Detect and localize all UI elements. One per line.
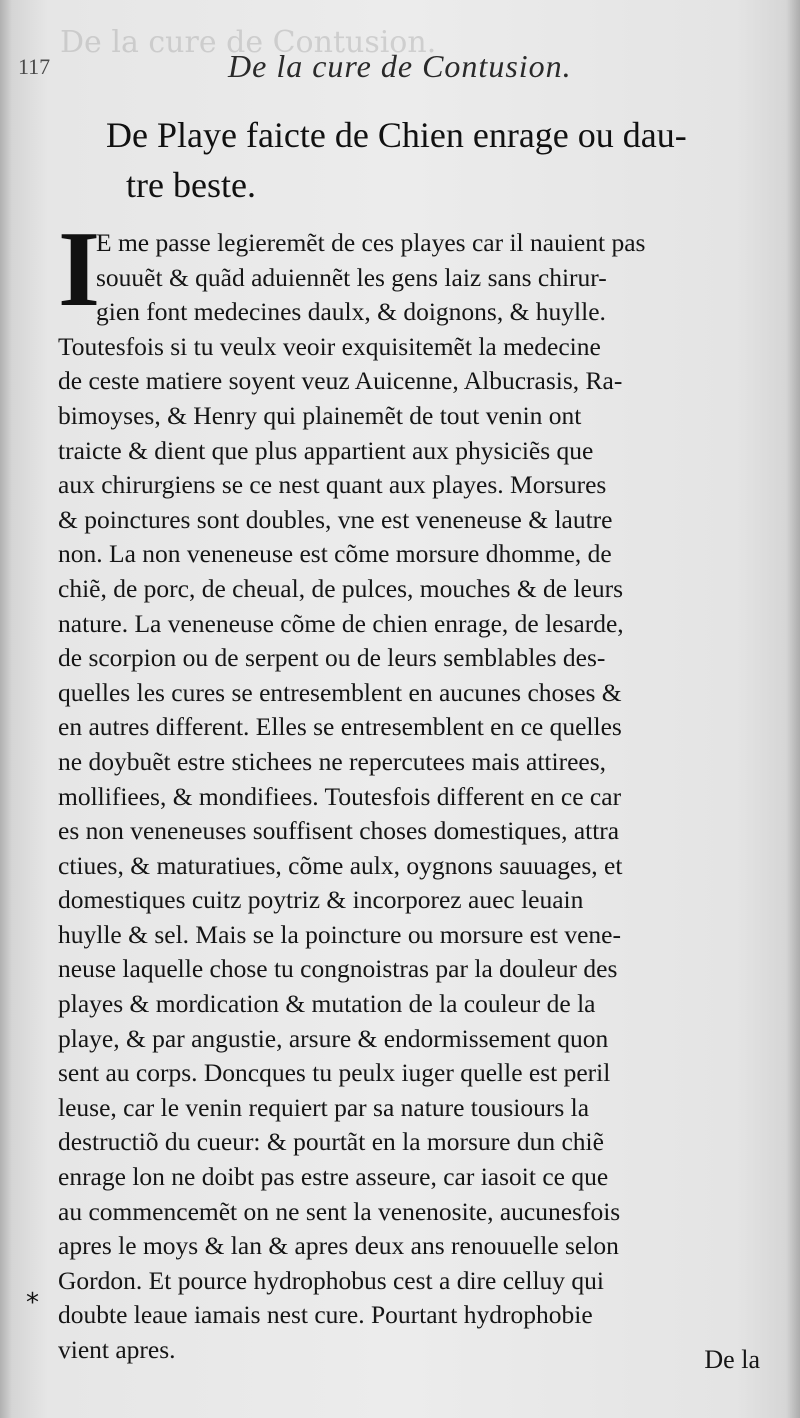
text-line: aux chirurgiens se ce nest quant aux playes. Morsures [58, 470, 607, 500]
text-line: doubte leaue iamais nest cure. Pourtant hydrophobie [58, 1300, 593, 1330]
page-edge-shadow [786, 0, 800, 1418]
text-line: Toutesfois si tu veulx veoir exquisitemẽt la medecine [58, 331, 601, 361]
text-line: & poinctures sont doubles, vne est veneneuse & lautre [58, 504, 613, 534]
text-line: ctiues, & maturatiues, cõme aulx, oygnons sauuages, et [58, 850, 623, 880]
text-line: quelles les cures se entresemblent en aucunes choses & [58, 677, 622, 707]
catchword: De la [704, 1345, 760, 1374]
text-line: en autres different. Elles se entresemblent en ce quelles [58, 712, 622, 742]
text-line: au commencemẽt on ne sent la venenosite, aucunesfois [58, 1196, 621, 1226]
text-line: vient apres. [58, 1335, 176, 1364]
text-line: de ceste matiere soyent veuz Auicenne, Albucrasis, Ra- [58, 366, 623, 396]
text-line: destructiõ du cueur: & pourtãt en la morsure dun chiẽ [58, 1127, 604, 1157]
text-line: souuẽt & quãd aduiennẽt les gens laiz sans chirur- [96, 262, 607, 292]
drop-cap-initial: I [58, 210, 101, 329]
text-line: chiẽ, de porc, de cheual, de pulces, mouches & de leurs [58, 573, 624, 603]
text-line: ne doybuẽt estre stichees ne repercutees mais attirees, [58, 746, 607, 776]
page-number: 117 [18, 54, 51, 79]
text-line: Gordon. Et pource hydrophobus cest a dire celluy qui [58, 1265, 604, 1295]
text-line: gien font medecines daulx, & doignons, & huylle. [96, 297, 606, 327]
bleed-through-text: De la cure de Contusion. [60, 25, 437, 60]
text-line: apres le moys & lan & apres deux ans renouuelle selon [58, 1231, 619, 1261]
chapter-title-line: De Playe faicte de Chien enrage ou dau- [106, 115, 687, 155]
chapter-title-line: tre beste. [126, 165, 256, 205]
body-text [58, 226, 768, 1368]
text-line: domestiques cuitz poytriz & incorporez auec leuain [58, 885, 584, 915]
text-line: enrage lon ne doibt pas estre asseure, car iasoit ce que [58, 1162, 609, 1192]
text-line: mollifiees, & mondifiees. Toutesfois different en ce car [58, 781, 622, 811]
text-line: playe, & par angustie, arsure & endormissement quon [58, 1023, 609, 1053]
text-line: de scorpion ou de serpent ou de leurs semblables des- [58, 643, 606, 673]
chapter-title [106, 110, 746, 210]
running-title: De la cure de Contusion. [228, 48, 572, 84]
text-line: bimoyses, & Henry qui plainemẽt de tout venin ont [58, 400, 582, 430]
marginal-asterisk: * [26, 1288, 39, 1318]
text-line: nature. La veneneuse cõme de chien enrage, de lesarde, [58, 608, 624, 638]
page-gutter-shadow [0, 0, 12, 1418]
text-line: neuse laquelle chose tu congnoistras par la douleur des [58, 954, 618, 984]
text-line: non. La non veneneuse est cõme morsure dhomme, de [58, 539, 612, 569]
text-line: E me passe legieremẽt de ces playes car il nauient pas [96, 228, 646, 257]
text-line: playes & mordication & mutation de la couleur de la [58, 989, 596, 1019]
running-head [0, 48, 800, 92]
text-line: traicte & dient que plus appartient aux physiciẽs que [58, 435, 594, 465]
text-line: huylle & sel. Mais se la poincture ou morsure est vene- [58, 919, 621, 949]
text-line: leuse, car le venin requiert par sa nature tousiours la [58, 1092, 590, 1122]
text-line: sent au corps. Doncques tu peulx iuger quelle est peril [58, 1058, 611, 1088]
text-line: es non veneneuses souffisent choses domestiques, attra [58, 816, 620, 846]
